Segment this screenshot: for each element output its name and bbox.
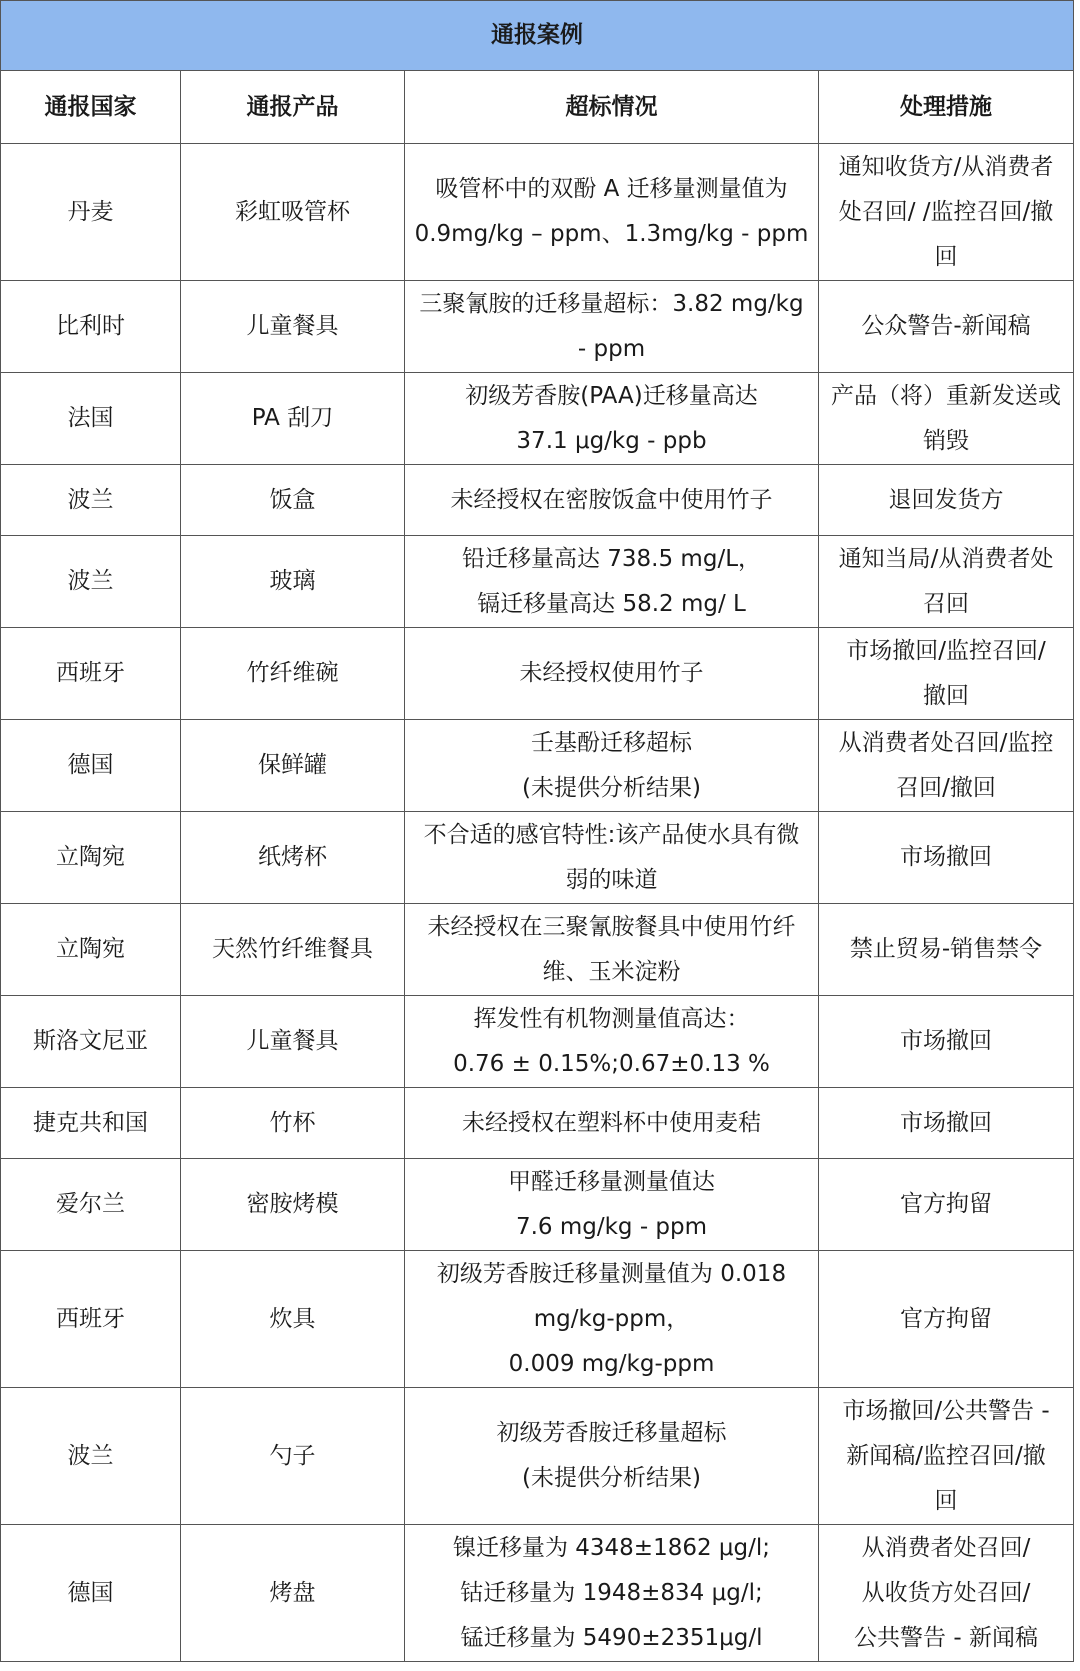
product-cell: 饭盒 bbox=[181, 465, 405, 536]
country-cell: 波兰 bbox=[1, 465, 181, 536]
exceedance-cell: 未经授权在三聚氰胺餐具中使用竹纤 维、玉米淀粉 bbox=[405, 904, 819, 996]
measures-cell: 市场撤回/公共警告 - 新闻稿/监控召回/撤 回 bbox=[819, 1388, 1074, 1525]
country-cell: 斯洛文尼亚 bbox=[1, 996, 181, 1088]
header-product: 通报产品 bbox=[181, 71, 405, 144]
exceedance-cell: 初级芳香胺迁移量测量值为 0.018 mg/kg-ppm， 0.009 mg/kg-ppm bbox=[405, 1251, 819, 1388]
table-row bbox=[1, 144, 1074, 281]
measures-cell: 从消费者处召回/ 从收货方处召回/ 公共警告 - 新闻稿 bbox=[819, 1525, 1074, 1662]
product-cell: PA 刮刀 bbox=[181, 373, 405, 465]
table-row bbox=[1, 628, 1074, 720]
table-row bbox=[1, 1525, 1074, 1662]
table-row bbox=[1, 904, 1074, 996]
exceedance-cell: 未经授权在密胺饭盒中使用竹子 bbox=[405, 465, 819, 536]
table-row bbox=[1, 1159, 1074, 1251]
measures-cell: 退回发货方 bbox=[819, 465, 1074, 536]
measures-cell: 市场撤回 bbox=[819, 812, 1074, 904]
table-title-row bbox=[1, 1, 1074, 71]
measures-cell: 市场撤回 bbox=[819, 1088, 1074, 1159]
header-country: 通报国家 bbox=[1, 71, 181, 144]
header-exceedance: 超标情况 bbox=[405, 71, 819, 144]
product-cell: 烤盘 bbox=[181, 1525, 405, 1662]
measures-cell: 市场撤回/监控召回/ 撤回 bbox=[819, 628, 1074, 720]
country-cell: 捷克共和国 bbox=[1, 1088, 181, 1159]
country-cell: 波兰 bbox=[1, 1388, 181, 1525]
exceedance-cell: 甲醛迁移量测量值达 7.6 mg/kg - ppm bbox=[405, 1159, 819, 1251]
country-cell: 爱尔兰 bbox=[1, 1159, 181, 1251]
country-cell: 立陶宛 bbox=[1, 812, 181, 904]
exceedance-cell: 吸管杯中的双酚 A 迁移量测量值为 0.9mg/kg – ppm、1.3mg/kg - ppm bbox=[405, 144, 819, 281]
product-cell: 密胺烤模 bbox=[181, 1159, 405, 1251]
country-cell: 比利时 bbox=[1, 281, 181, 373]
country-cell: 法国 bbox=[1, 373, 181, 465]
country-cell: 丹麦 bbox=[1, 144, 181, 281]
exceedance-cell: 壬基酚迁移超标 (未提供分析结果) bbox=[405, 720, 819, 812]
measures-cell: 通知当局/从消费者处 召回 bbox=[819, 536, 1074, 628]
measures-cell: 禁止贸易-销售禁令 bbox=[819, 904, 1074, 996]
country-cell: 西班牙 bbox=[1, 628, 181, 720]
country-cell: 波兰 bbox=[1, 536, 181, 628]
table-row bbox=[1, 373, 1074, 465]
table-row bbox=[1, 465, 1074, 536]
product-cell: 儿童餐具 bbox=[181, 996, 405, 1088]
product-cell: 竹纤维碗 bbox=[181, 628, 405, 720]
exceedance-cell: 挥发性有机物测量值高达： 0.76 ± 0.15%;0.67±0.13 % bbox=[405, 996, 819, 1088]
measures-cell: 官方拘留 bbox=[819, 1159, 1074, 1251]
exceedance-cell: 初级芳香胺(PAA)迁移量高达 37.1 μg/kg - ppb bbox=[405, 373, 819, 465]
country-cell: 立陶宛 bbox=[1, 904, 181, 996]
measures-cell: 公众警告-新闻稿 bbox=[819, 281, 1074, 373]
product-cell: 竹杯 bbox=[181, 1088, 405, 1159]
product-cell: 纸烤杯 bbox=[181, 812, 405, 904]
product-cell: 天然竹纤维餐具 bbox=[181, 904, 405, 996]
exceedance-cell: 铅迁移量高达 738.5 mg/L， 镉迁移量高达 58.2 mg/ L bbox=[405, 536, 819, 628]
exceedance-cell: 初级芳香胺迁移量超标 (未提供分析结果) bbox=[405, 1388, 819, 1525]
product-cell: 勺子 bbox=[181, 1388, 405, 1525]
header-measures: 处理措施 bbox=[819, 71, 1074, 144]
table-row bbox=[1, 996, 1074, 1088]
table-row bbox=[1, 1251, 1074, 1388]
measures-cell: 从消费者处召回/监控 召回/撤回 bbox=[819, 720, 1074, 812]
exceedance-cell: 镍迁移量为 4348±1862 μg/l; 钴迁移量为 1948±834 μg/l; 锰迁移量为 5490±2351μg/l bbox=[405, 1525, 819, 1662]
measures-cell: 官方拘留 bbox=[819, 1251, 1074, 1388]
product-cell: 彩虹吸管杯 bbox=[181, 144, 405, 281]
country-cell: 德国 bbox=[1, 1525, 181, 1662]
product-cell: 玻璃 bbox=[181, 536, 405, 628]
measures-cell: 产品（将）重新发送或 销毁 bbox=[819, 373, 1074, 465]
exceedance-cell: 三聚氰胺的迁移量超标：3.82 mg/kg - ppm bbox=[405, 281, 819, 373]
table-row bbox=[1, 1388, 1074, 1525]
table-header-row bbox=[1, 71, 1074, 144]
measures-cell: 通知收货方/从消费者 处召回/ /监控召回/撤 回 bbox=[819, 144, 1074, 281]
exceedance-cell: 未经授权在塑料杯中使用麦秸 bbox=[405, 1088, 819, 1159]
table-row bbox=[1, 812, 1074, 904]
table-row bbox=[1, 281, 1074, 373]
product-cell: 炊具 bbox=[181, 1251, 405, 1388]
table-row bbox=[1, 536, 1074, 628]
table-title: 通报案例 bbox=[1, 1, 1074, 71]
product-cell: 保鲜罐 bbox=[181, 720, 405, 812]
country-cell: 德国 bbox=[1, 720, 181, 812]
exceedance-cell: 未经授权使用竹子 bbox=[405, 628, 819, 720]
exceedance-cell: 不合适的感官特性:该产品使水具有微 弱的味道 bbox=[405, 812, 819, 904]
measures-cell: 市场撤回 bbox=[819, 996, 1074, 1088]
table-row bbox=[1, 1088, 1074, 1159]
product-cell: 儿童餐具 bbox=[181, 281, 405, 373]
country-cell: 西班牙 bbox=[1, 1251, 181, 1388]
table-row bbox=[1, 720, 1074, 812]
